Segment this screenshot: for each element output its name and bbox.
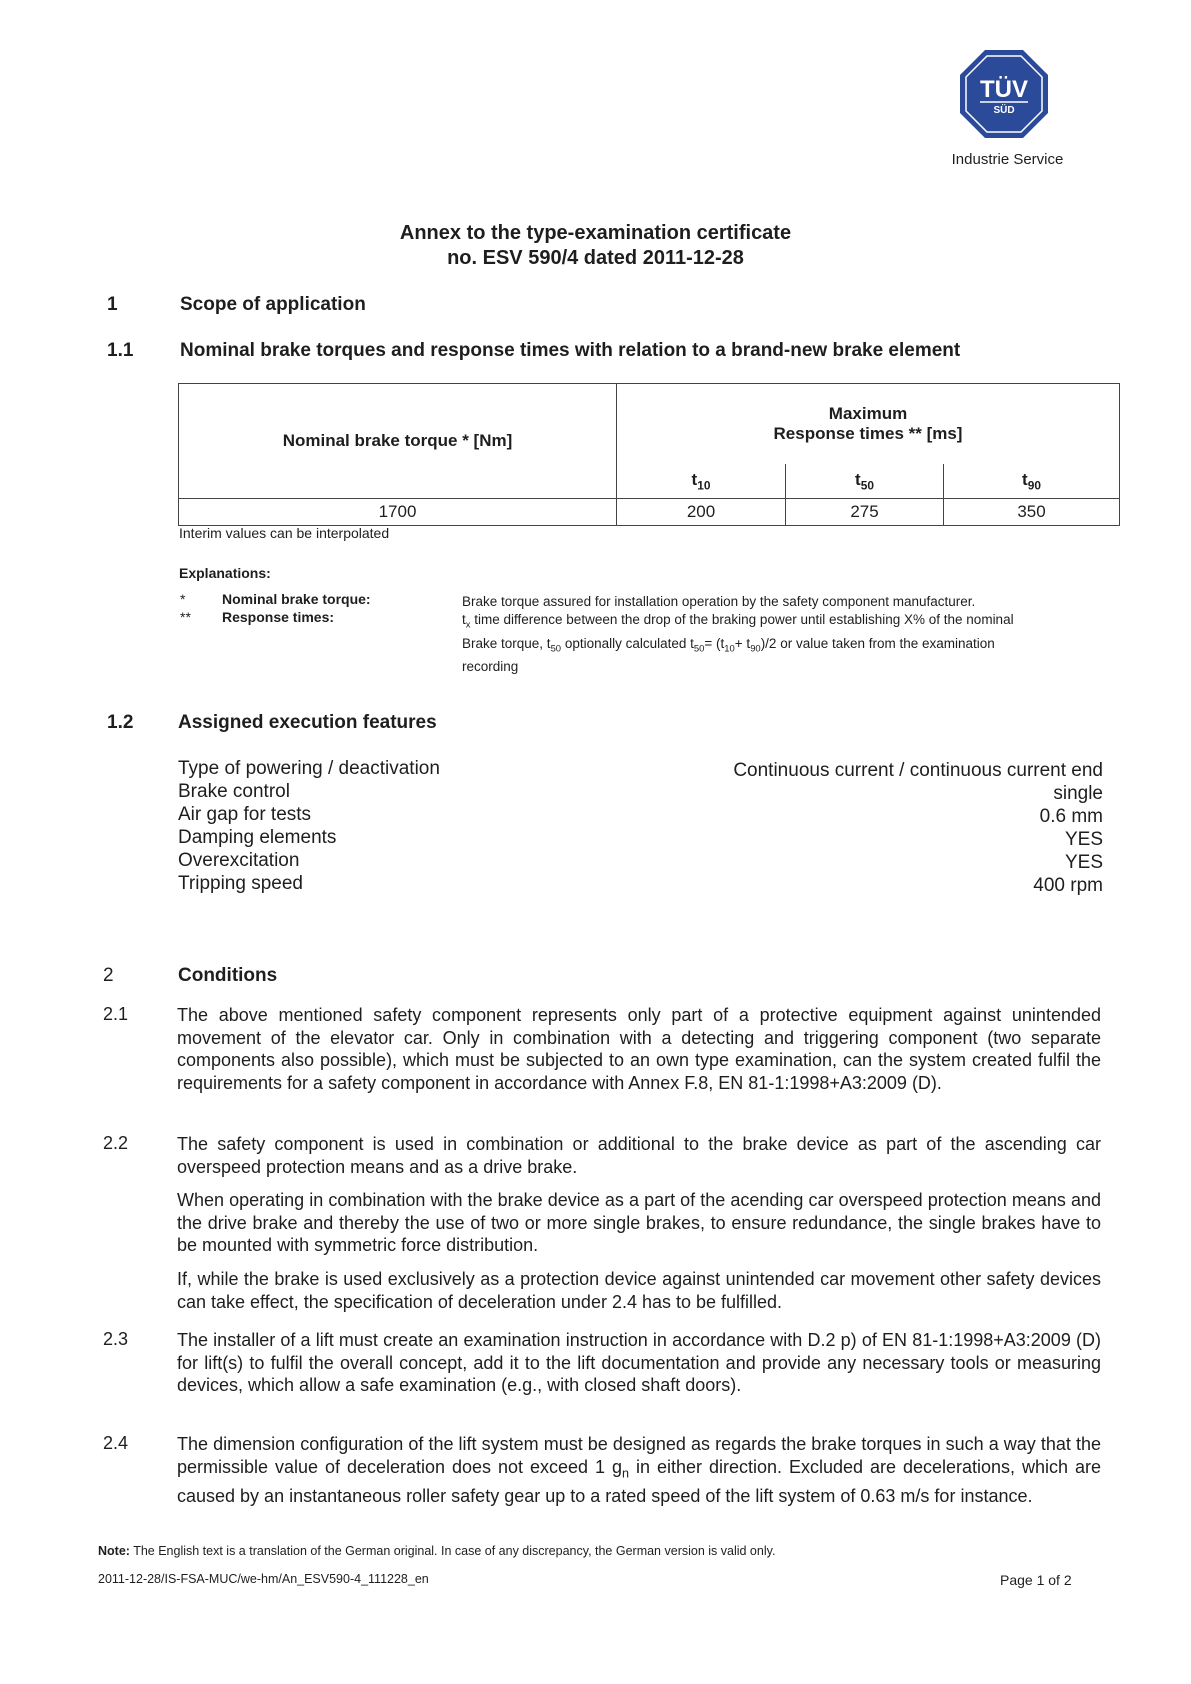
expl1-mark: * xyxy=(180,591,186,607)
para-2-2b: When operating in combination with the brake device as a part of the acending car overspeed protection means and the drive brake and thereby the use of two or more single brakes, to ensure redundance, the single brakes have to be mounted with symmetric force distribution. xyxy=(177,1190,1101,1255)
expl1-label: Nominal brake torque: xyxy=(222,591,371,607)
feature-label-brake-control: Brake control xyxy=(178,781,290,802)
header-t90: $t_{90}$ xyxy=(944,464,1120,499)
para-2-2c: If, while the brake is used exclusively as a protection device against unintended car movement other safety devices can take effect, the specification of deceleration under 2.4 has to be fulfilled. xyxy=(177,1269,1101,1312)
header-max-response xyxy=(617,384,1120,464)
industrie-service-label: Industrie Service xyxy=(951,151,1064,168)
para-2-3-number: 2.3 xyxy=(103,1329,129,1349)
section-1-number: 1 xyxy=(107,294,118,315)
explanations-title: Explanations: xyxy=(179,565,271,581)
para-2-1-number: 2.1 xyxy=(103,1004,129,1024)
feature-value-brake-control: single xyxy=(1053,783,1103,804)
feature-label-air-gap: Air gap for tests xyxy=(178,804,312,825)
translation-note: Note: The English text is a translation of the German original. In case of any discrepancy, the German version is valid only. xyxy=(98,1544,776,1558)
header-max-line2: Response times ** [ms] xyxy=(773,423,963,443)
section-1-1-number: 1.1 xyxy=(107,340,134,361)
feature-value-tripping-speed: 400 rpm xyxy=(1033,875,1103,896)
feature-label-tripping-speed: Tripping speed xyxy=(178,873,303,894)
expl2-line2: Brake torque, $t_{50}$ optionally calculated $t_{50}= (t_{10}+ t_{90})/2$ or value taken from the examination xyxy=(462,635,995,655)
expl2-line3: recording xyxy=(462,659,519,675)
doc-title-line1: Annex to the type-examination certificate xyxy=(399,222,792,244)
t90-sub: 90 xyxy=(1027,477,1041,492)
section-1-2-title: Assigned execution features xyxy=(178,712,437,733)
header-t50: $t_{50}$ xyxy=(786,464,944,499)
t50-sub: 50 xyxy=(860,477,874,492)
para-2-1: The above mentioned safety component represents only part of a protective equipment against unintended movement of the elevator car. Only in combination with a detecting and triggering component (two separate components also possible), which must be subjected to an own type examination, can the system created fulfil the requirements for a safety component in accordance with Annex F.8, EN 81-1:1998+A3:2009 (D). xyxy=(177,1005,1101,1093)
logo-text-top: TÜV xyxy=(980,76,1028,103)
page-number: Page 1 of 2 xyxy=(1000,1572,1072,1588)
logo-text-bottom: SÜD xyxy=(993,105,1015,116)
section-2-number: 2 xyxy=(103,965,114,986)
interim-note: Interim values can be interpolated xyxy=(179,525,390,541)
feature-label-powering: Type of powering / deactivation xyxy=(178,758,440,779)
para-2-4-number: 2.4 xyxy=(103,1433,129,1453)
cell-t50: 275 xyxy=(786,499,944,526)
expl2-text xyxy=(462,611,1122,676)
feature-value-powering: Continuous current / continuous current end xyxy=(733,760,1103,781)
para-2-3: The installer of a lift must create an examination instruction in accordance with D.2 p) of EN 81-1:1998+A3:2009 (D) for lift(s) to fulfil the overall concept, add it to the lift documentation and provide any necessary tools or measuring devices, which allow a safe examination (e.g., with closed shaft doors). xyxy=(177,1330,1101,1395)
expl2-label: Response times: xyxy=(222,609,335,625)
section-1-2-number: 1.2 xyxy=(107,712,134,733)
cell-torque: 1700 xyxy=(179,499,617,526)
header-max-line1: Maximum xyxy=(828,403,908,423)
t10-sub: 10 xyxy=(697,477,711,492)
para-2-4: The dimension configuration of the lift system must be designed as regards the brake torques in such a way that the permissible value of deceleration does not exceed 1 $g_n$ in either direction. Excluded are decelerations, which are caused by an instantaneous roller safety gear up to a rated speed of the lift system of 0.63 m/s for instance. xyxy=(177,1434,1101,1506)
feature-label-damping: Damping elements xyxy=(178,827,337,848)
feature-labels xyxy=(178,757,440,895)
document-reference: 2011-12-28/IS-FSA-MUC/we-hm/An_ESV590-4_111228_en xyxy=(98,1572,429,1586)
header-nominal-torque: Nominal brake torque * [Nm] xyxy=(179,384,617,499)
expl2-mark: ** xyxy=(180,609,191,625)
tuv-sud-logo xyxy=(958,48,1050,140)
expl1-text: Brake torque assured for installation operation by the safety component manufacturer. xyxy=(462,594,976,609)
brake-torque-table xyxy=(178,383,1120,526)
section-2-title: Conditions xyxy=(178,965,278,986)
header-t10: $t_{10}$ xyxy=(617,464,786,499)
feature-value-damping: YES xyxy=(1064,829,1103,850)
feature-label-overexcitation: Overexcitation xyxy=(178,850,300,871)
section-1-1-title: Nominal brake torques and response times with relation to a brand-new brake element xyxy=(180,340,961,361)
feature-values xyxy=(733,759,1103,897)
para-2-2-number: 2.2 xyxy=(103,1133,129,1153)
feature-value-air-gap: 0.6 mm xyxy=(1039,806,1103,827)
section-1-title: Scope of application xyxy=(180,294,366,315)
cell-t90: 350 xyxy=(944,499,1120,526)
doc-title-line2: no. ESV 590/4 dated 2011-12-28 xyxy=(447,247,744,269)
expl2-line1: $t_x$ time difference between the drop of the braking power until establishing X% of the nominal xyxy=(462,612,1014,631)
feature-value-overexcitation: YES xyxy=(1064,852,1103,873)
para-2-2a: The safety component is used in combination or additional to the brake device as part of the ascending car overspeed protection means and as a drive brake. xyxy=(177,1134,1101,1177)
cell-t10: 200 xyxy=(617,499,786,526)
